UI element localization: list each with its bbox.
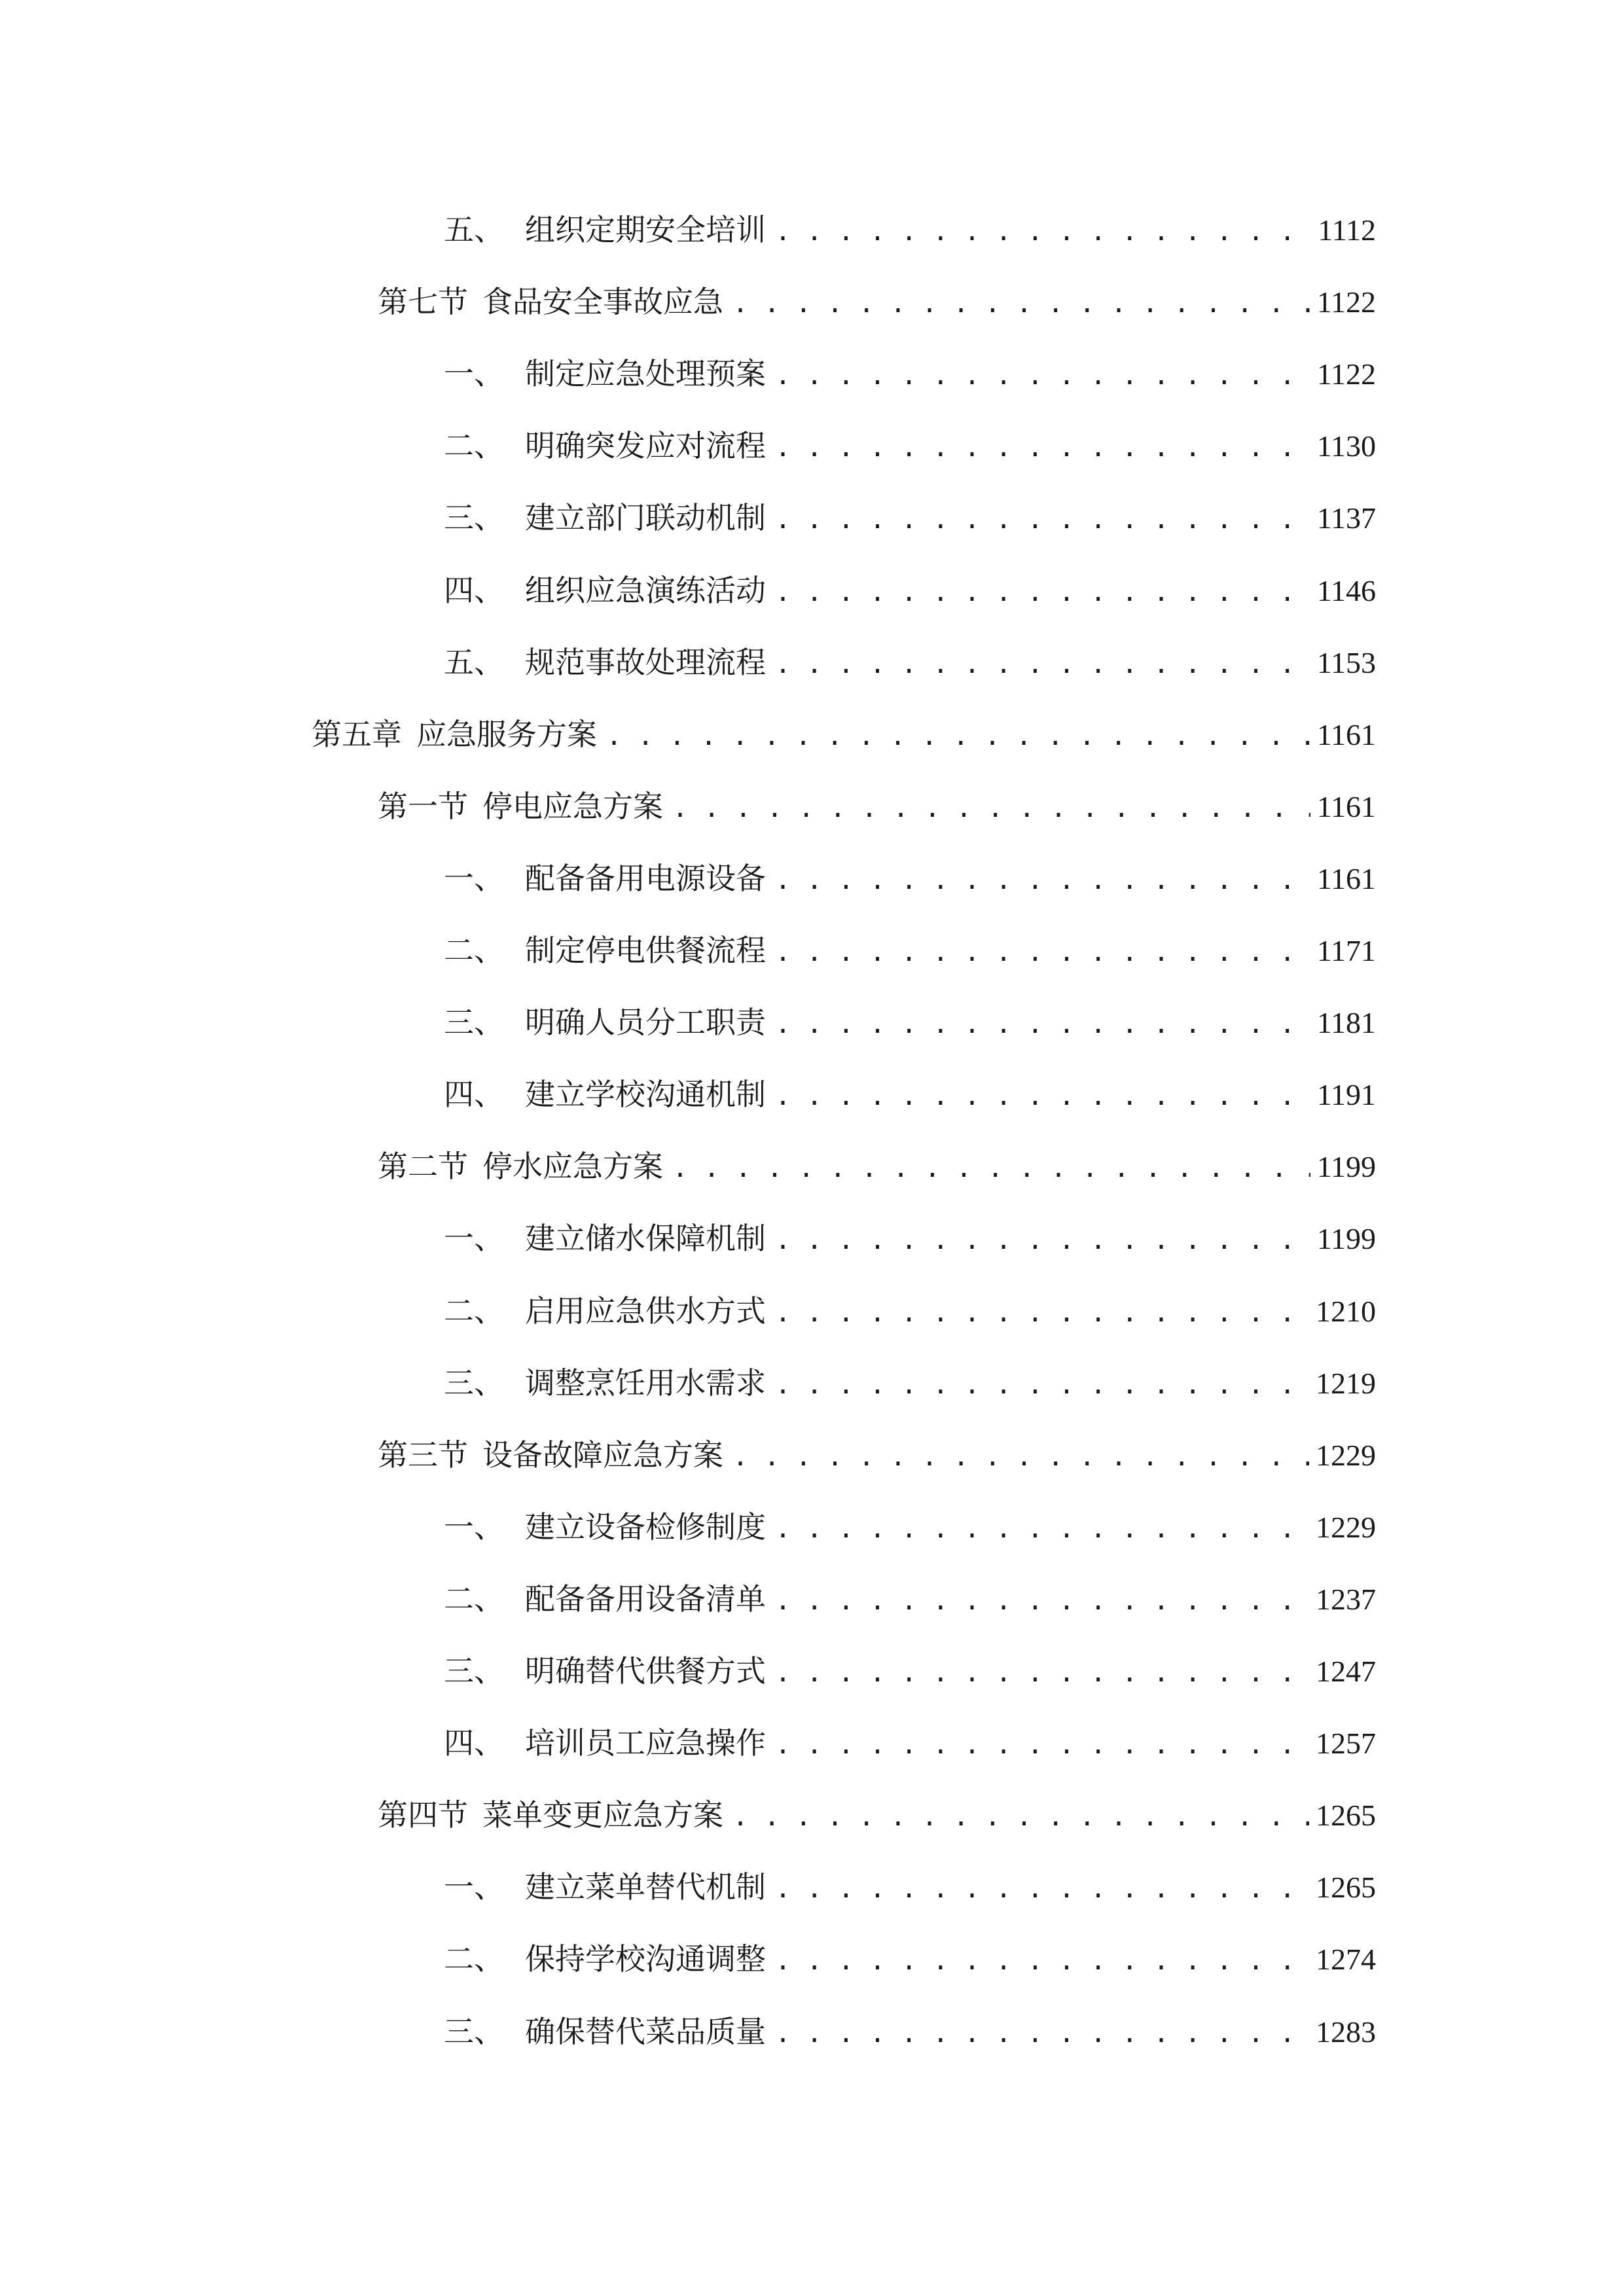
toc-entry-marker: 第一节 — [378, 789, 468, 824]
toc-entry-page-number: 1219 — [1316, 1367, 1376, 1400]
toc-entry[interactable] — [444, 639, 1376, 685]
toc-entry-marker: 第五章 — [312, 717, 402, 752]
toc-entry-page-number: 1265 — [1316, 1871, 1376, 1904]
toc-entry-marker: 五、 — [444, 645, 504, 680]
toc-dot-leader — [775, 1290, 1309, 1336]
toc-entry-page-number: 1153 — [1316, 646, 1376, 679]
toc-entry[interactable] — [378, 783, 1376, 829]
toc-entry-page-number: 1265 — [1316, 1799, 1376, 1832]
toc-entry-title: 菜单变更应急方案 — [482, 1797, 723, 1833]
toc-entry-page-number: 1137 — [1316, 501, 1376, 535]
toc-entry-title: 停水应急方案 — [482, 1149, 663, 1184]
toc-entry-marker: 四、 — [444, 1725, 504, 1761]
toc-dot-leader — [775, 425, 1310, 471]
toc-entry-title: 保持学校沟通调整 — [525, 1941, 766, 1977]
toc-dot-leader — [775, 497, 1310, 543]
toc-entry[interactable] — [444, 1071, 1376, 1117]
toc-dot-leader — [775, 1650, 1309, 1696]
toc-entry-title: 食品安全事故应急 — [482, 284, 723, 319]
toc-dot-leader — [775, 1073, 1310, 1119]
toc-dot-leader — [732, 1794, 1309, 1840]
toc-entry-page-number: 1257 — [1316, 1727, 1376, 1760]
toc-entry-page-number: 1161 — [1316, 790, 1376, 823]
toc-dot-leader — [775, 1938, 1309, 1984]
toc-entry-marker: 三、 — [444, 1653, 504, 1689]
toc-entry[interactable] — [444, 423, 1376, 469]
toc-dot-leader — [732, 281, 1310, 327]
toc-entry-title: 制定停电供餐流程 — [525, 933, 766, 968]
toc-entry-title: 建立储水保障机制 — [525, 1221, 766, 1256]
toc-entry-marker: 二、 — [444, 1941, 504, 1977]
toc-entry[interactable] — [378, 1143, 1376, 1189]
toc-entry[interactable] — [378, 1792, 1376, 1838]
toc-entry[interactable] — [444, 495, 1376, 541]
toc-entry[interactable] — [444, 927, 1376, 973]
toc-dot-leader — [775, 2011, 1309, 2056]
toc-entry[interactable] — [444, 1648, 1376, 1694]
toc-entry-page-number: 1237 — [1316, 1583, 1376, 1616]
toc-entry-marker: 第二节 — [378, 1149, 468, 1184]
toc-entry[interactable] — [444, 351, 1376, 397]
toc-entry[interactable] — [444, 855, 1376, 901]
toc-entry-title: 停电应急方案 — [482, 789, 663, 824]
toc-entry-title: 配备备用电源设备 — [525, 861, 766, 896]
toc-dot-leader — [732, 1434, 1309, 1480]
toc-entry-marker: 一、 — [444, 1221, 504, 1256]
toc-entry[interactable] — [444, 1936, 1376, 1982]
toc-entry-marker: 第三节 — [378, 1437, 468, 1473]
toc-entry[interactable] — [444, 1504, 1376, 1550]
toc-entry-marker: 二、 — [444, 933, 504, 968]
toc-entry-title: 应急服务方案 — [416, 717, 597, 752]
toc-entry[interactable] — [444, 1864, 1376, 1910]
toc-entry[interactable] — [444, 1288, 1376, 1334]
toc-entry[interactable] — [444, 1215, 1376, 1261]
toc-dot-leader — [672, 1145, 1310, 1191]
toc-entry-title: 建立学校沟通机制 — [525, 1077, 766, 1112]
toc-entry-marker: 三、 — [444, 500, 504, 535]
toc-entry-title: 建立部门联动机制 — [525, 500, 766, 535]
toc-entry-title: 培训员工应急操作 — [525, 1725, 766, 1761]
toc-entry-page-number: 1199 — [1316, 1150, 1376, 1183]
toc-dot-leader — [775, 1722, 1309, 1768]
toc-entry-page-number: 1146 — [1316, 574, 1376, 607]
toc-dot-leader — [775, 857, 1310, 903]
toc-entry-title: 组织应急演练活动 — [525, 573, 766, 608]
toc-entry-marker: 三、 — [444, 1365, 504, 1401]
toc-entry[interactable] — [378, 279, 1376, 325]
toc-entry-marker: 一、 — [444, 1509, 504, 1545]
toc-dot-leader — [775, 1362, 1309, 1408]
toc-entry-page-number: 1229 — [1316, 1439, 1376, 1472]
toc-entry-page-number: 1112 — [1318, 213, 1376, 247]
toc-dot-leader — [775, 209, 1311, 255]
toc-entry-page-number: 1247 — [1316, 1655, 1376, 1688]
toc-entry-marker: 二、 — [444, 428, 504, 463]
toc-dot-leader — [775, 1506, 1309, 1552]
toc-entry-marker: 一、 — [444, 356, 504, 391]
toc-entry-title: 确保替代菜品质量 — [525, 2014, 766, 2049]
toc-dot-leader — [775, 1866, 1309, 1912]
toc-entry-title: 明确突发应对流程 — [525, 428, 766, 463]
toc-dot-leader — [775, 641, 1310, 687]
toc-entry-marker: 一、 — [444, 861, 504, 896]
toc-entry-title: 设备故障应急方案 — [482, 1437, 723, 1473]
toc-entry-marker: 二、 — [444, 1293, 504, 1329]
toc-entry-title: 明确替代供餐方式 — [525, 1653, 766, 1689]
toc-dot-leader — [775, 929, 1310, 975]
toc-entry-page-number: 1229 — [1316, 1511, 1376, 1544]
toc-entry-marker: 四、 — [444, 1077, 504, 1112]
toc-dot-leader — [606, 713, 1310, 759]
toc-entry-title: 建立菜单替代机制 — [525, 1869, 766, 1905]
toc-entry-title: 配备备用设备清单 — [525, 1581, 766, 1617]
toc-dot-leader — [775, 1578, 1309, 1624]
toc-entry[interactable] — [444, 1360, 1376, 1406]
toc-entry-title: 制定应急处理预案 — [525, 356, 766, 391]
toc-entry[interactable] — [378, 1432, 1376, 1478]
toc-entry-marker: 五、 — [444, 212, 504, 247]
toc-entry[interactable] — [444, 567, 1376, 613]
toc-entry[interactable] — [444, 1576, 1376, 1622]
toc-entry[interactable] — [312, 711, 1376, 757]
toc-entry[interactable] — [444, 999, 1376, 1045]
toc-entry[interactable] — [444, 2009, 1376, 2054]
toc-entry-page-number: 1191 — [1316, 1078, 1376, 1111]
toc-entry-marker: 三、 — [444, 1005, 504, 1040]
toc-entry-marker: 第七节 — [378, 284, 468, 319]
toc-entry[interactable] — [444, 1720, 1376, 1766]
toc-entry-page-number: 1274 — [1316, 1943, 1376, 1976]
toc-entry-page-number: 1122 — [1316, 357, 1376, 391]
toc-entry-page-number: 1122 — [1316, 285, 1376, 319]
toc-entry-page-number: 1210 — [1316, 1295, 1376, 1328]
toc-entry-marker: 四、 — [444, 573, 504, 608]
toc-dot-leader — [775, 1217, 1310, 1263]
toc-entry-page-number: 1171 — [1316, 934, 1376, 967]
toc-entry-title: 启用应急供水方式 — [525, 1293, 766, 1329]
toc-entry-page-number: 1199 — [1316, 1222, 1376, 1255]
toc-entry-title: 明确人员分工职责 — [525, 1005, 766, 1040]
toc-entry-page-number: 1130 — [1316, 429, 1376, 463]
toc-entry[interactable] — [444, 207, 1376, 253]
toc-entry-title: 组织定期安全培训 — [525, 212, 766, 247]
toc-entry-marker: 一、 — [444, 1869, 504, 1905]
toc-dot-leader — [672, 785, 1310, 831]
toc-entry-page-number: 1181 — [1316, 1006, 1376, 1039]
toc-entry-page-number: 1161 — [1316, 718, 1376, 751]
toc-entry-marker: 二、 — [444, 1581, 504, 1617]
toc-entry-marker: 第四节 — [378, 1797, 468, 1833]
toc-dot-leader — [775, 353, 1310, 399]
toc-entry-title: 建立设备检修制度 — [525, 1509, 766, 1545]
toc-entry-title: 规范事故处理流程 — [525, 645, 766, 680]
toc-entry-page-number: 1161 — [1316, 862, 1376, 895]
toc-entry-title: 调整烹饪用水需求 — [525, 1365, 766, 1401]
toc-entry-page-number: 1283 — [1316, 2015, 1376, 2049]
toc-entry-marker: 三、 — [444, 2014, 504, 2049]
toc-dot-leader — [775, 569, 1310, 615]
toc-dot-leader — [775, 1001, 1310, 1047]
